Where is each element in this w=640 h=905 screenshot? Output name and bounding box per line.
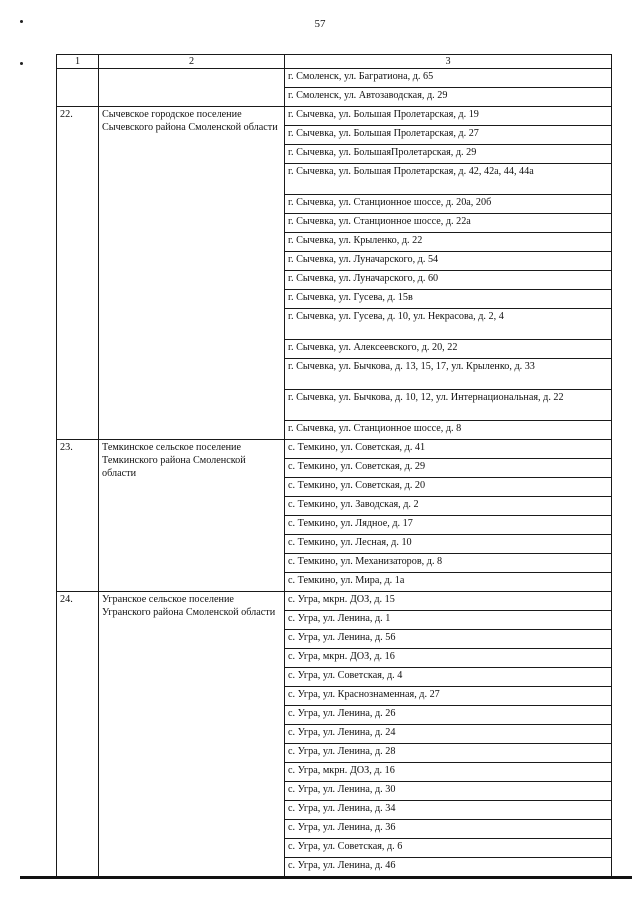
address-cell: г. Сычевка, ул. Бычкова, д. 13, 15, 17, ул. Крыленко, д. 33	[285, 359, 612, 390]
address-cell: г. Сычевка, ул. Станционное шоссе, д. 8	[285, 421, 612, 440]
address-cell: г. Смоленск, ул. Автозаводская, д. 29	[285, 88, 612, 107]
column-header-municipality: 2	[99, 55, 285, 69]
address-cell: с. Угра, ул. Ленина, д. 26	[285, 706, 612, 725]
address-cell: г. Сычевка, ул. БольшаяПролетарская, д. 29	[285, 145, 612, 164]
address-cell: г. Сычевка, ул. Луначарского, д. 54	[285, 252, 612, 271]
page-number: 57	[314, 18, 326, 30]
address-cell: с. Угра, мкрн. ДОЗ, д. 16	[285, 763, 612, 782]
municipality-name: Темкинское сельское поселение Темкинского района Смоленской области	[99, 440, 285, 592]
address-cell: с. Темкино, ул. Мира, д. 1а	[285, 573, 612, 592]
column-header-number: 1	[57, 55, 99, 69]
address-cell: с. Темкино, ул. Советская, д. 20	[285, 478, 612, 497]
address-cell: г. Сычевка, ул. Бычкова, д. 10, 12, ул. Интернациональная, д. 22	[285, 390, 612, 421]
address-cell: с. Угра, ул. Ленина, д. 28	[285, 744, 612, 763]
address-cell: с. Угра, ул. Ленина, д. 34	[285, 801, 612, 820]
address-cell: с. Угра, ул. Краснознаменная, д. 27	[285, 687, 612, 706]
address-cell: с. Темкино, ул. Заводская, д. 2	[285, 497, 612, 516]
row-number: 23.	[57, 440, 99, 592]
table-row	[57, 440, 612, 459]
table-body	[57, 69, 612, 877]
address-cell: с. Угра, мкрн. ДОЗ, д. 16	[285, 649, 612, 668]
scan-dot-mark	[20, 20, 23, 23]
address-cell: г. Сычевка, ул. Гусева, д. 15в	[285, 290, 612, 309]
address-cell: с. Темкино, ул. Советская, д. 41	[285, 440, 612, 459]
table-row	[57, 107, 612, 126]
address-cell: с. Темкино, ул. Лядное, д. 17	[285, 516, 612, 535]
address-cell: г. Сычевка, ул. Алексеевского, д. 20, 22	[285, 340, 612, 359]
address-cell: г. Сычевка, ул. Станционное шоссе, д. 20а, 20б	[285, 195, 612, 214]
address-cell: с. Угра, ул. Ленина, д. 1	[285, 611, 612, 630]
address-cell: г. Сычевка, ул. Станционное шоссе, д. 22а	[285, 214, 612, 233]
column-header-address: 3	[285, 55, 612, 69]
address-cell: г. Сычевка, ул. Большая Пролетарская, д. 19	[285, 107, 612, 126]
address-cell: с. Угра, ул. Ленина, д. 30	[285, 782, 612, 801]
municipality-name: Сычевское городское поселение Сычевского района Смоленской области	[99, 107, 285, 440]
row-number	[57, 69, 99, 107]
municipality-name: Угранское сельское поселение Угранского района Смоленской области	[99, 592, 285, 877]
address-cell: с. Угра, ул. Советская, д. 6	[285, 839, 612, 858]
address-cell: г. Сычевка, ул. Гусева, д. 10, ул. Некрасова, д. 2, 4	[285, 309, 612, 340]
address-cell: г. Сычевка, ул. Большая Пролетарская, д. 42, 42а, 44, 44а	[285, 164, 612, 195]
row-number: 24.	[57, 592, 99, 877]
bottom-rule	[20, 876, 632, 879]
address-cell: с. Темкино, ул. Механизаторов, д. 8	[285, 554, 612, 573]
address-cell: г. Сычевка, ул. Крыленко, д. 22	[285, 233, 612, 252]
address-cell: с. Угра, ул. Ленина, д. 36	[285, 820, 612, 839]
municipality-name	[99, 69, 285, 107]
address-cell: с. Угра, ул. Ленина, д. 56	[285, 630, 612, 649]
address-cell: с. Угра, ул. Советская, д. 4	[285, 668, 612, 687]
address-cell: с. Угра, ул. Ленина, д. 24	[285, 725, 612, 744]
address-cell: с. Угра, ул. Ленина, д. 46	[285, 858, 612, 877]
table-header-row	[57, 55, 612, 69]
address-cell: с. Угра, мкрн. ДОЗ, д. 15	[285, 592, 612, 611]
address-cell: с. Темкино, ул. Лесная, д. 10	[285, 535, 612, 554]
address-cell: с. Темкино, ул. Советская, д. 29	[285, 459, 612, 478]
table-row	[57, 592, 612, 611]
address-table	[56, 54, 612, 877]
scan-dot-mark	[20, 62, 23, 65]
address-cell: г. Смоленск, ул. Багратиона, д. 65	[285, 69, 612, 88]
row-number: 22.	[57, 107, 99, 440]
address-cell: г. Сычевка, ул. Большая Пролетарская, д. 27	[285, 126, 612, 145]
table-row	[57, 69, 612, 88]
address-cell: г. Сычевка, ул. Луначарского, д. 60	[285, 271, 612, 290]
